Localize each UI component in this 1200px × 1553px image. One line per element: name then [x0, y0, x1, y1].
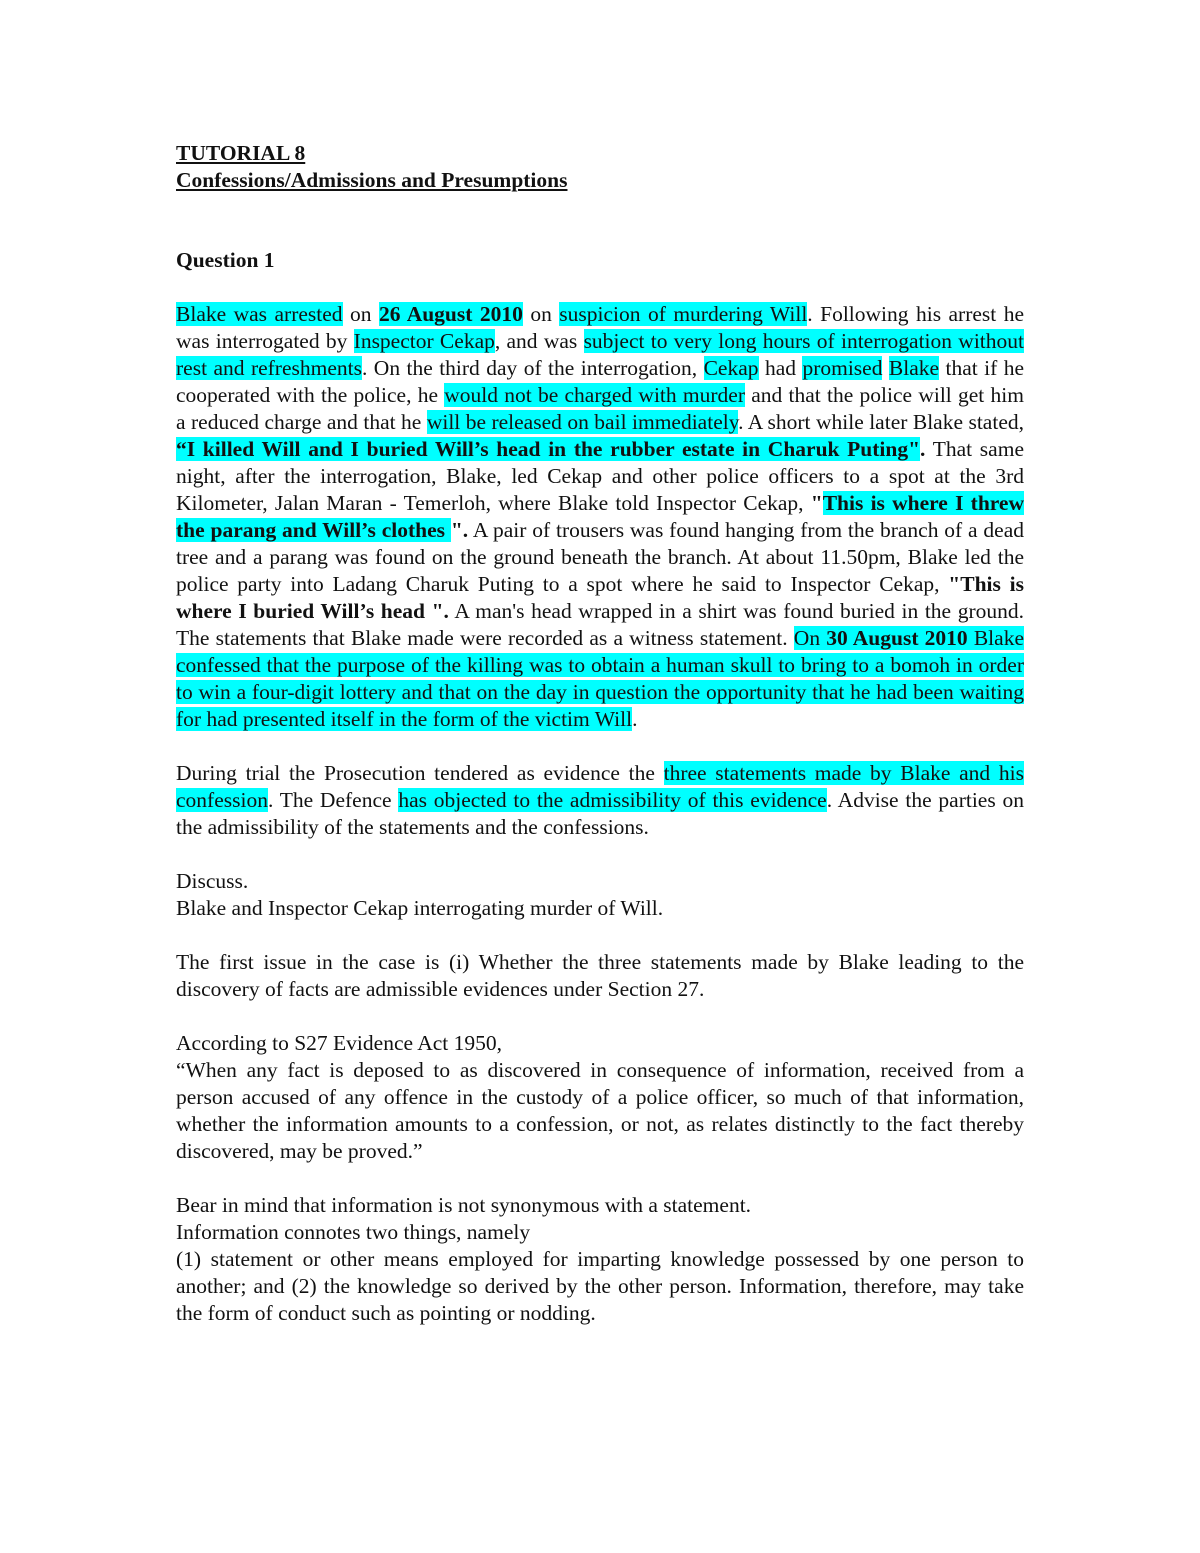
bold-text: .	[920, 437, 926, 461]
body-text: and that the police will get him a reduced charge and that he	[176, 383, 1024, 434]
bold-text: "	[810, 491, 823, 515]
connotes-body: (1) statement or other means employed for imparting knowledge possessed by one person to another; and (2) the knowledge so derived by the other person. Information, therefore, may take the form of conduct such as pointing or nodding.	[176, 1247, 1024, 1325]
bold-text: ".	[450, 518, 469, 542]
body-text: . Advise the parties on the admissibility of the statements and the confessions.	[176, 788, 1024, 839]
body-text: . On the third day of the interrogation,	[361, 356, 704, 380]
body-text: had	[758, 356, 803, 380]
body-text: , and was	[494, 329, 584, 353]
according-line: According to S27 Evidence Act 1950,	[176, 1031, 503, 1055]
document-subtitle: Confessions/Admissions and Presumptions	[176, 168, 568, 192]
highlight-text: Blake confessed that the purpose of the killing was to obtain a human skull to bring to a bomoh in order to win a four-digit lottery and that on the day in question the opportunity that he had been waiting for had presented itself in the form of the victim Will	[176, 626, 1024, 731]
highlight-text: Blake	[888, 356, 940, 380]
highlight-text: Inspector Cekap	[353, 329, 495, 353]
bold-text: “I killed Will and I buried Will’s head in the rubber estate in Charuk Puting"	[176, 437, 921, 461]
highlight-text: promised	[802, 356, 883, 380]
body-text: A pair of trousers was found hanging from the branch of a dead tree and a parang was found on the ground beneath the branch. At about 11.50pm, Blake led the police party into Ladang Charuk Puting to a spot where he said to Inspector Cekap,	[176, 518, 1024, 596]
issue-paragraph: The first issue in the case is (i) Whether the three statements made by Blake leading to the discovery of facts are admissible evidences under Section 27.	[176, 950, 1024, 1001]
document-title: TUTORIAL 8	[176, 141, 306, 165]
body-text: on	[522, 302, 560, 326]
highlight-text: has objected to the admissibility of this evidence	[398, 788, 827, 812]
highlight-text: would not be charged with murder	[444, 383, 745, 407]
highlight-text: subject to very long hours of interrogation without rest and refreshments	[176, 329, 1025, 380]
highlight-text: On	[793, 626, 827, 650]
body-text: . Following his arrest he was interrogated by	[176, 302, 1025, 353]
connotes-line: Information connotes two things, namely	[176, 1220, 531, 1244]
body-text: During trial the Prosecution tendered as evidence the	[176, 761, 664, 785]
bear-line: Bear in mind that information is not synonymous with a statement.	[176, 1193, 752, 1217]
body-text: .	[632, 707, 638, 731]
trial-paragraph	[176, 760, 1024, 841]
highlight-date	[826, 626, 967, 650]
statute-quote: “When any fact is deposed to as discovered in consequence of information, received from a person accused of any offence in the custody of a police officer, so much of that information, whether the information amounts to a confession, or not, as relates distinctly to the fact thereby discovered, may be proved.”	[176, 1058, 1024, 1163]
highlight-quote	[176, 437, 920, 461]
bold-text: 30 August 2010	[826, 626, 968, 650]
body-text: A man's head wrapped in a shirt was found buried in the ground. The statements that Blake made were recorded as a witness statement.	[176, 599, 1024, 650]
discuss-line: Blake and Inspector Cekap interrogating murder of Will.	[176, 896, 664, 920]
body-text: that if he cooperated with the police, he	[176, 356, 1025, 407]
highlight-text: three statements made by Blake and his confession	[176, 761, 1024, 812]
bold-text: This is where I threw the parang and Will’s clothes	[176, 491, 1024, 542]
body-text: That same night, after the interrogation, Blake, led Cekap and other police officers to a spot at the 3rd Kilometer, Jalan Maran - Temerloh, where Blake told Inspector Cekap,	[176, 437, 1024, 515]
highlight-text: will be released on bail immediately	[426, 410, 739, 434]
body-text: . A short while later Blake stated,	[738, 410, 1024, 434]
bold-text: 26 August 2010	[378, 302, 523, 326]
bold-text: "This is where I buried Will’s head ".	[176, 572, 1024, 623]
discuss-label: Discuss.	[176, 869, 249, 893]
highlight-text: Blake was arrested	[176, 302, 343, 326]
body-text: . The Defence	[267, 788, 399, 812]
question-heading: Question 1	[176, 248, 275, 272]
body-text	[882, 356, 888, 380]
document-page	[176, 140, 1024, 1327]
highlight-text: Cekap	[703, 356, 759, 380]
highlight-date	[379, 302, 523, 326]
question-paragraph	[176, 301, 1024, 733]
highlight-text: suspicion of murdering Will	[559, 302, 808, 326]
body-text: on	[342, 302, 379, 326]
